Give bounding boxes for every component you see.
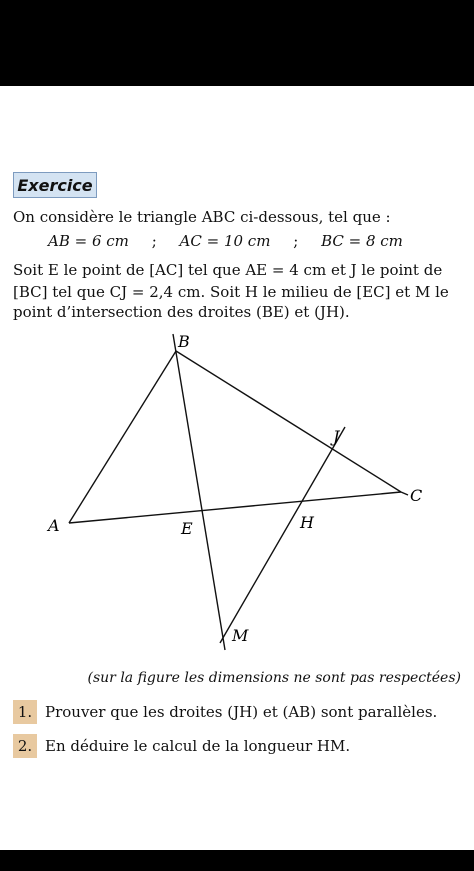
separator: ; xyxy=(293,232,299,250)
exercise-title: Exercice xyxy=(13,172,97,198)
line-jh xyxy=(220,427,345,643)
lengths-line xyxy=(48,232,403,250)
label-m: M xyxy=(232,626,249,645)
question-1 xyxy=(13,700,437,724)
tick-c xyxy=(401,492,408,495)
top-black-bar xyxy=(0,0,474,86)
question-text: Prouver que les droites (JH) et (AB) sont parallèles. xyxy=(45,703,438,721)
question-number: 2. xyxy=(13,734,37,758)
label-b: B xyxy=(178,332,190,351)
intro-text: On considère le triangle ABC ci-dessous, tel que : xyxy=(13,208,391,226)
bottom-black-bar xyxy=(0,850,474,871)
segment-ac xyxy=(69,492,401,523)
line-be xyxy=(173,334,225,650)
segment-ab xyxy=(69,351,176,523)
label-e: E xyxy=(181,519,193,538)
question-number: 1. xyxy=(13,700,37,724)
paragraph-line-3: point d’intersection des droites (BE) et (JH). xyxy=(13,303,350,321)
segment-bc xyxy=(176,351,401,492)
length-bc: BC = 8 cm xyxy=(321,232,403,250)
triangle-figure xyxy=(0,325,474,665)
length-ac: AC = 10 cm xyxy=(179,232,271,250)
question-2 xyxy=(13,734,350,758)
label-c: C xyxy=(410,486,423,505)
paragraph-line-2: [BC] tel que CJ = 2,4 cm. Soit H le milieu de [EC] et M le xyxy=(13,283,449,301)
question-text: En déduire le calcul de la longueur HM. xyxy=(45,737,351,755)
length-ab: AB = 6 cm xyxy=(48,232,129,250)
separator: ; xyxy=(151,232,157,250)
label-a: A xyxy=(48,516,60,535)
figure-note: (sur la figure les dimensions ne sont pas respectées) xyxy=(87,670,461,686)
label-h: H xyxy=(300,513,314,532)
paragraph-line-1: Soit E le point de [AC] tel que AE = 4 cm et J le point de xyxy=(13,261,443,279)
label-j: J xyxy=(333,427,340,446)
